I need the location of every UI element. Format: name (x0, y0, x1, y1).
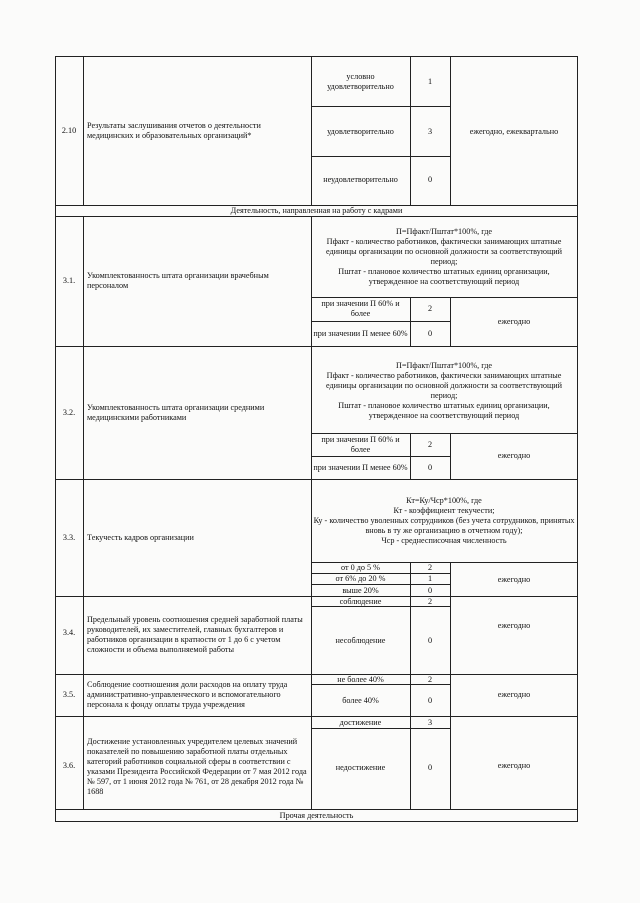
period-cell: ежегодно (497, 621, 531, 630)
condition-cell: выше 20% (342, 585, 379, 595)
section-heading-staff: Деятельность, направленная на работу с кадрами (230, 206, 403, 215)
row-number: 3.2. (62, 408, 76, 417)
row-number: 2.10 (61, 126, 77, 135)
criterion-name: Достижение установленных учредителем целевых значений показателей по повышению заработной платы отдельных категорий работников социальной сферы в соответствии с указами Президента Российской Федерации от 7 мая 2012 года № 597, от 1 июня 2012 года № 761, от 28 декабря 2012 года № 1688 (87, 737, 307, 796)
condition-cell: удовлетворительно (327, 127, 394, 136)
condition-cell: недостижение (335, 763, 386, 772)
score-cell: 0 (427, 175, 433, 184)
row-number: 3.1. (62, 276, 76, 285)
score-cell: 0 (427, 636, 433, 645)
criterion-name: Предельный уровень соотношения средней заработной платы руководителей, их заместителей, главных бухгалтеров и работников организации в кратности от 1 до 6 с учетом сложности и объема выполняемой работы (87, 615, 303, 654)
row-number: 3.3. (62, 533, 76, 542)
row-number: 3.4. (62, 628, 76, 637)
score-cell: 0 (427, 585, 433, 595)
formula-cell: П=Пфакт/Пштат*100%, где Пфакт - количество работников, фактически занимающих штатные единицы организации по основной должности за соответствующий период; Пштат - плановое количество штатных единиц организации, утвержденное на соответствующий период (325, 361, 563, 420)
condition-cell: при значении П менее 60% (313, 462, 408, 472)
period-cell: ежегодно (497, 574, 531, 584)
condition-cell: при значении П 60% и более (321, 434, 400, 454)
formula-cell: П=Пфакт/Пштат*100%, где Пфакт - количество работников, фактически занимающих штатные единицы организации по основной должности за соответствующий период; Пштат - плановое количество штатных единиц организации, утвержденное на соответствующий период (325, 227, 563, 286)
condition-cell: при значении П 60% и более (321, 299, 400, 318)
score-cell: 0 (427, 696, 433, 705)
condition-cell: от 6% до 20 % (335, 574, 386, 583)
condition-cell: от 0 до 5 % (340, 563, 381, 572)
criteria-table (55, 56, 578, 821)
section-heading-other: Прочая деятельность (279, 810, 354, 820)
criterion-name: Результаты заслушивания отчетов о деятельности медицинских и образовательных организаций* (87, 121, 261, 140)
period-cell: ежегодно (497, 761, 531, 770)
condition-cell: несоблюдение (335, 636, 386, 645)
condition-cell: условно удовлетворительно (327, 72, 394, 91)
period-cell: ежегодно (497, 316, 531, 326)
score-cell: 0 (427, 462, 433, 472)
score-cell: 0 (427, 763, 433, 772)
condition-cell: соблюдение (339, 596, 382, 606)
score-cell: 1 (427, 574, 433, 583)
score-cell: 2 (427, 674, 433, 684)
period-cell: ежегодно (497, 690, 531, 699)
row-number: 3.6. (62, 761, 76, 770)
score-cell: 3 (427, 127, 433, 136)
condition-cell: достижение (339, 717, 382, 727)
criterion-name: Соблюдение соотношения доли расходов на оплату труда административно-управленческого и вспомогательного персонала к фонду оплаты труда учреждения (87, 680, 288, 709)
score-cell: 0 (427, 328, 433, 338)
score-cell: 2 (427, 563, 433, 572)
score-cell: 2 (427, 596, 433, 606)
score-cell: 3 (427, 717, 433, 727)
row-number: 3.5. (62, 690, 76, 699)
criterion-name: Укомплектованность штата организации врачебным персоналом (87, 271, 269, 290)
formula-cell: Кт=Ку/Чср*100%, где Кт - коэффициент текучести; Ку - количество уволенных сотрудников (без учета сотрудников, принятых вновь в ту же организацию в отчетном году); Чср - среднесписочная численность (313, 496, 575, 545)
score-cell: 2 (427, 439, 433, 449)
condition-cell: не более 40% (337, 674, 384, 684)
condition-cell: более 40% (342, 696, 379, 705)
criterion-name: Текучесть кадров организации (87, 533, 194, 542)
score-cell: 1 (427, 77, 433, 86)
period-cell: ежегодно, ежеквартально (469, 127, 559, 136)
score-cell: 2 (427, 304, 433, 313)
condition-cell: при значении П менее 60% (313, 328, 408, 338)
criterion-name: Укомплектованность штата организации средними медицинскими работниками (87, 403, 265, 422)
condition-cell: неудовлетворительно (323, 175, 398, 184)
period-cell: ежегодно (497, 451, 531, 460)
